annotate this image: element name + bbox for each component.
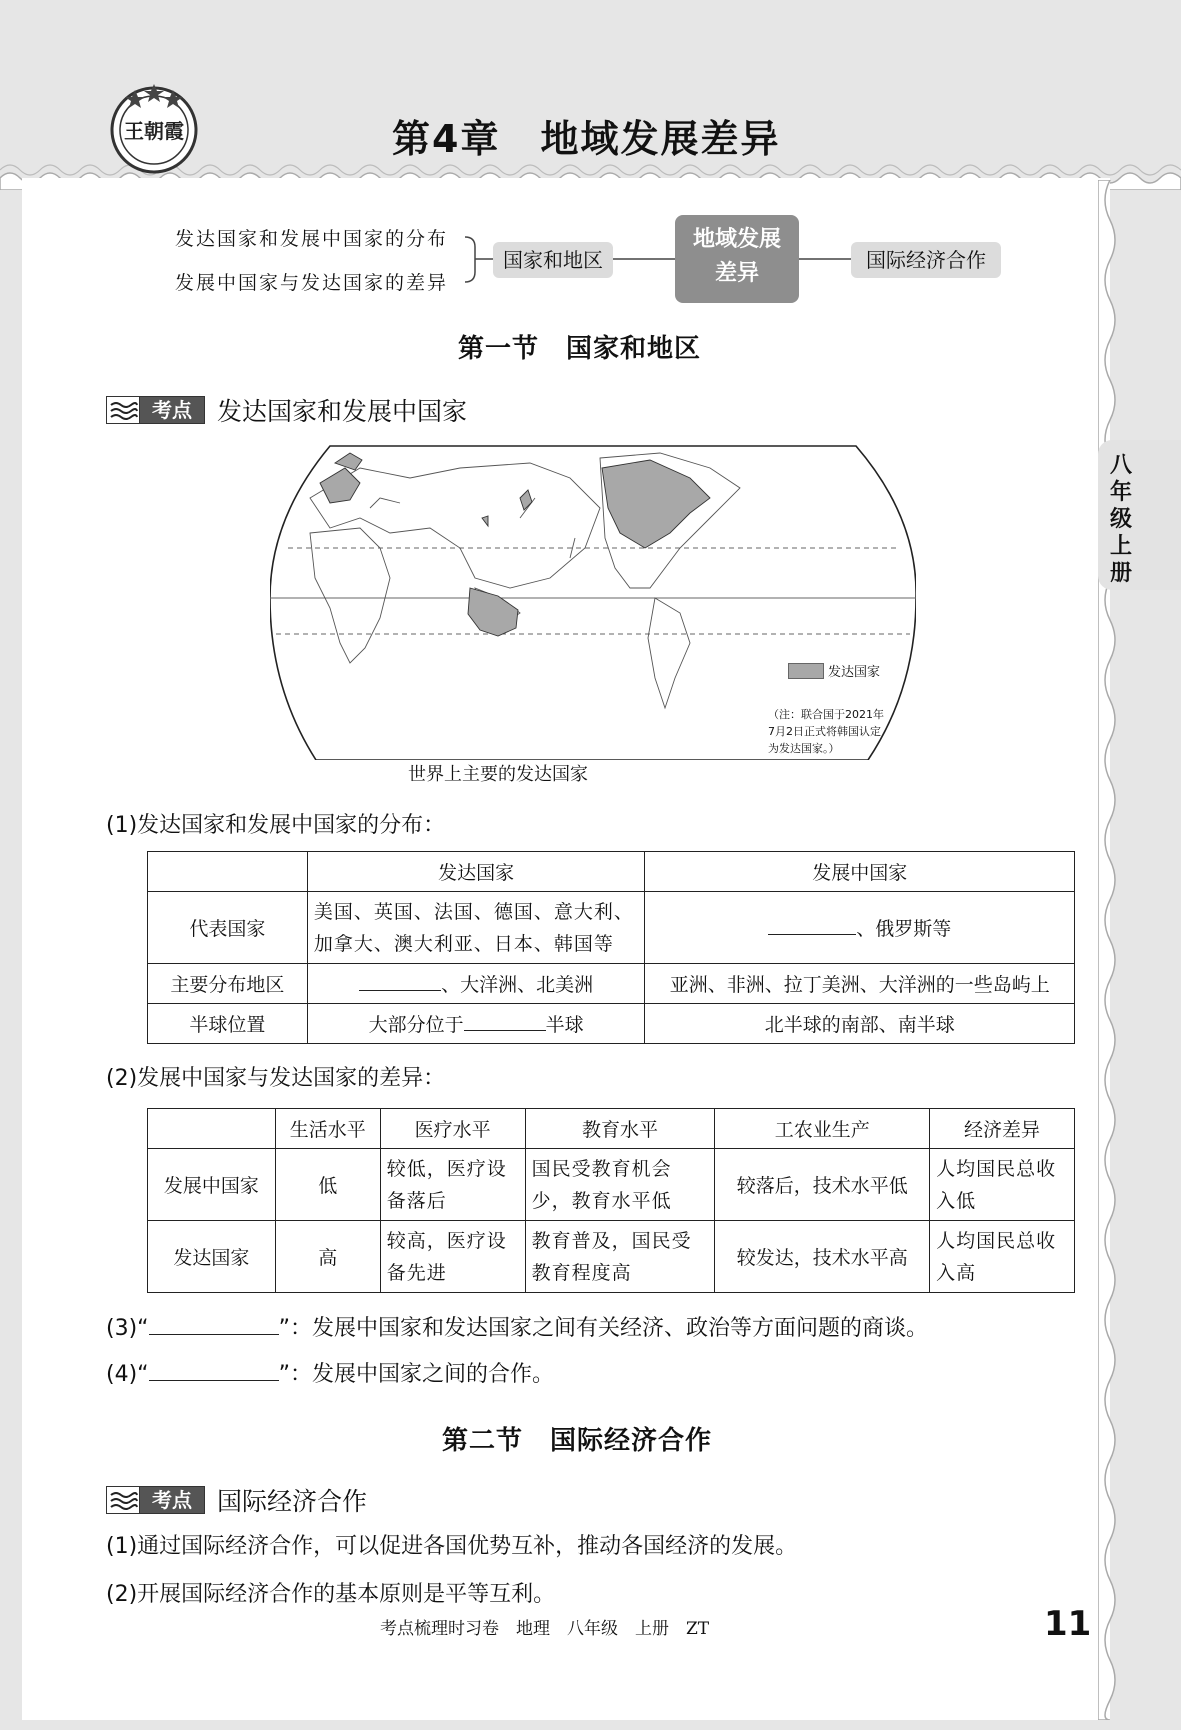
kaodian-badge: 考点 — [106, 1486, 205, 1514]
q3-line: (3)“ ”：发展中国家和发达国家之间有关经济、政治等方面问题的商谈。 — [106, 1316, 928, 1341]
section2-point-2: (2)开展国际经济合作的基本原则是平等互利。 — [106, 1582, 556, 1607]
waves-icon — [107, 1487, 140, 1513]
footer-text: 考点梳理时习卷 地理 八年级 上册 ZT — [380, 1619, 710, 1639]
difference-table — [147, 1108, 1075, 1293]
table-header-cell: 生活水平 — [275, 1109, 380, 1149]
developed-hemisphere: 大部分位于 半球 — [307, 1004, 645, 1044]
map-note: （注：联合国于2021年 7月2日正式将韩国认定 为发达国家。） — [768, 708, 884, 755]
table-cell: 高 — [275, 1221, 380, 1293]
table-cell: 国民受教育机会少，教育水平低 — [525, 1149, 715, 1221]
table-cell: 较落后，技术水平低 — [715, 1149, 930, 1221]
legend-label: 发达国家 — [828, 665, 881, 680]
answer-blank[interactable] — [149, 1380, 279, 1381]
mindmap-item-distribution: 发达国家和发展中国家的分布 — [175, 228, 449, 250]
distribution-table — [147, 851, 1075, 1044]
table-row — [148, 1221, 1075, 1293]
q2-label: (2)发展中国家与发达国家的差异： — [106, 1066, 446, 1091]
developing-representatives: 、俄罗斯等 — [645, 892, 1075, 964]
developed-regions: 、大洋洲、北美洲 — [307, 964, 645, 1004]
table-header-cell — [148, 852, 308, 892]
table-cell: 较高，医疗设备先进 — [380, 1221, 525, 1293]
row-label: 代表国家 — [148, 892, 308, 964]
side-tab-label: 八年级上册 — [1110, 453, 1133, 586]
kaodian-header-1 — [106, 392, 467, 428]
publisher-logo — [105, 78, 203, 176]
table-row — [148, 964, 1075, 1004]
table-cell: 教育普及，国民受教育程度高 — [525, 1221, 715, 1293]
waves-icon — [107, 397, 140, 423]
row-label: 半球位置 — [148, 1004, 308, 1044]
answer-blank[interactable] — [464, 1030, 546, 1031]
chapter-title: 第4章 地域发展差异 — [392, 117, 781, 161]
mindmap-box-countries-regions: 国家和地区 — [493, 242, 613, 278]
q1-label: (1)发达国家和发展中国家的分布： — [106, 813, 446, 838]
table-cell: 人均国民总收入低 — [930, 1149, 1075, 1221]
table-header-cell: 医疗水平 — [380, 1109, 525, 1149]
table-cell: 较发达，技术水平高 — [715, 1221, 930, 1293]
kaodian-badge: 考点 — [106, 396, 205, 424]
row-label: 发展中国家 — [148, 1149, 276, 1221]
developing-hemisphere: 北半球的南部、南半球 — [645, 1004, 1075, 1044]
svg-text:王朝霞: 王朝霞 — [124, 119, 184, 143]
mindmap-item-difference: 发展中国家与发达国家的差异 — [175, 272, 449, 294]
developing-regions: 亚洲、非洲、拉丁美洲、大洋洲的一些岛屿上 — [645, 964, 1075, 1004]
answer-blank[interactable] — [768, 934, 856, 935]
table-header-row — [148, 852, 1075, 892]
table-header-row — [148, 1109, 1075, 1149]
page-number: 11 — [1044, 1604, 1092, 1644]
legend-swatch — [788, 663, 824, 679]
table-header-cell: 教育水平 — [525, 1109, 715, 1149]
kaodian-title: 国际经济合作 — [217, 1487, 368, 1516]
table-header-cell: 发展中国家 — [645, 852, 1075, 892]
mindmap-center: 地域发展 差异 — [675, 215, 799, 303]
table-cell: 人均国民总收入高 — [930, 1221, 1075, 1293]
answer-blank[interactable] — [149, 1334, 279, 1335]
q4-line: (4)“ ”：发展中国家之间的合作。 — [106, 1362, 554, 1387]
mindmap-box-economic-cooperation: 国际经济合作 — [851, 242, 1001, 278]
wavy-right-border — [1098, 180, 1128, 1720]
table-row — [148, 1149, 1075, 1221]
developed-representatives: 美国、英国、法国、德国、意大利、加拿大、澳大利亚、日本、韩国等 — [307, 892, 645, 964]
kaodian-title: 发达国家和发展中国家 — [217, 397, 468, 426]
table-cell: 低 — [275, 1149, 380, 1221]
table-cell: 较低，医疗设备落后 — [380, 1149, 525, 1221]
row-label: 发达国家 — [148, 1221, 276, 1293]
table-row — [148, 1004, 1075, 1044]
chapter-mindmap — [175, 212, 1015, 312]
table-header-cell: 工农业生产 — [715, 1109, 930, 1149]
table-header-cell: 经济差异 — [930, 1109, 1075, 1149]
kaodian-header-2 — [106, 1482, 367, 1518]
section1-title: 第一节 国家和地区 — [458, 334, 702, 364]
map-caption: 世界上主要的发达国家 — [408, 764, 588, 785]
table-header-cell: 发达国家 — [307, 852, 645, 892]
map-legend — [788, 661, 880, 680]
section2-title: 第二节 国际经济合作 — [442, 1426, 713, 1456]
table-header-cell — [148, 1109, 276, 1149]
table-row — [148, 892, 1075, 964]
answer-blank[interactable] — [359, 990, 441, 991]
section2-point-1: (1)通过国际经济合作，可以促进各国优势互补，推动各国经济的发展。 — [106, 1534, 798, 1559]
row-label: 主要分布地区 — [148, 964, 308, 1004]
